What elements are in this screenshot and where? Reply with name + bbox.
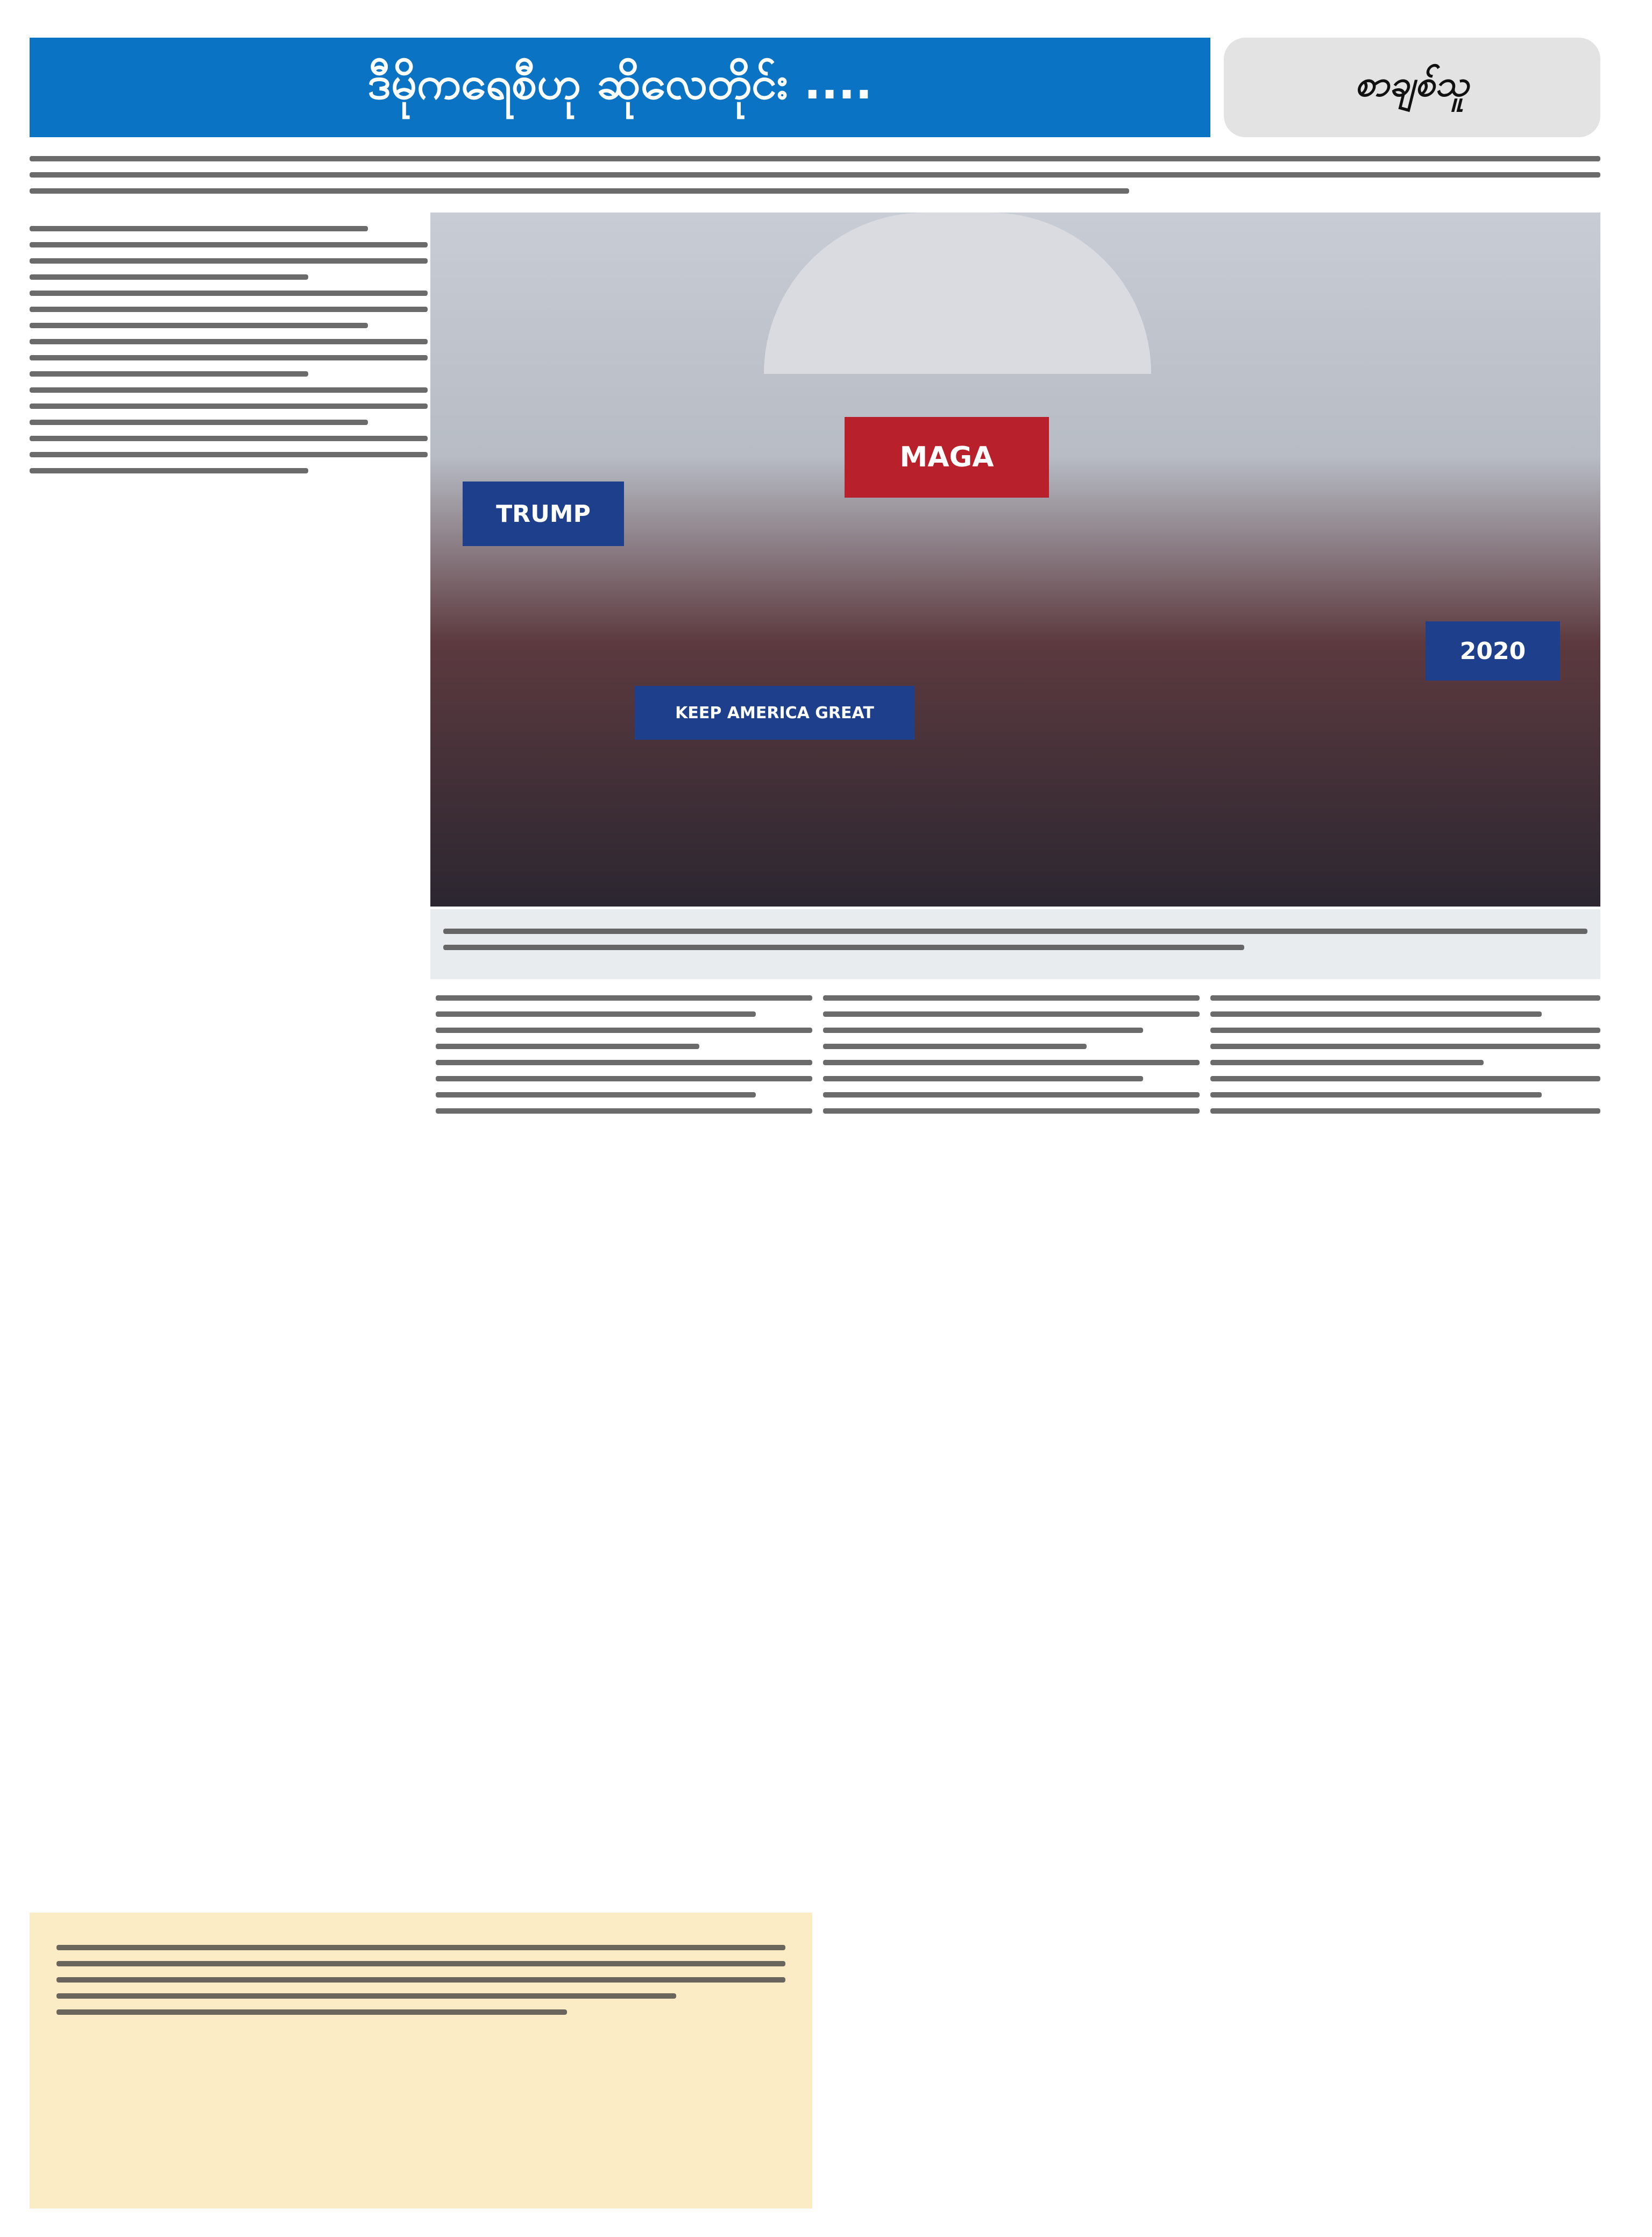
photo-caption bbox=[430, 909, 1600, 979]
right-column bbox=[1210, 985, 1600, 2061]
flag-maga-text: MAGA bbox=[899, 441, 994, 473]
title-banner bbox=[30, 38, 1210, 137]
flag-2020-text: 2020 bbox=[1459, 637, 1526, 665]
flag-trump bbox=[463, 482, 624, 546]
capitol-dome bbox=[764, 213, 1151, 374]
flag-maga bbox=[845, 417, 1049, 498]
flag-trump-text: TRUMP bbox=[496, 500, 591, 528]
intro-paragraph bbox=[30, 145, 1600, 210]
author-box bbox=[1224, 38, 1600, 137]
flag-kag-text: KEEP AMERICA GREAT bbox=[675, 703, 874, 723]
capitol-photo bbox=[430, 213, 1600, 907]
author-name: စာချစ်သူ bbox=[1355, 63, 1470, 104]
pull-quote bbox=[30, 1913, 812, 2208]
page-title: ဒီမိုကရေစီဟု ဆိုလေတိုင်း .... bbox=[367, 56, 873, 109]
middle-column-2 bbox=[823, 985, 1200, 2061]
flag-2020 bbox=[1426, 621, 1560, 681]
middle-column-1 bbox=[436, 985, 812, 1899]
left-column bbox=[30, 215, 428, 1910]
flag-kag bbox=[635, 686, 914, 740]
